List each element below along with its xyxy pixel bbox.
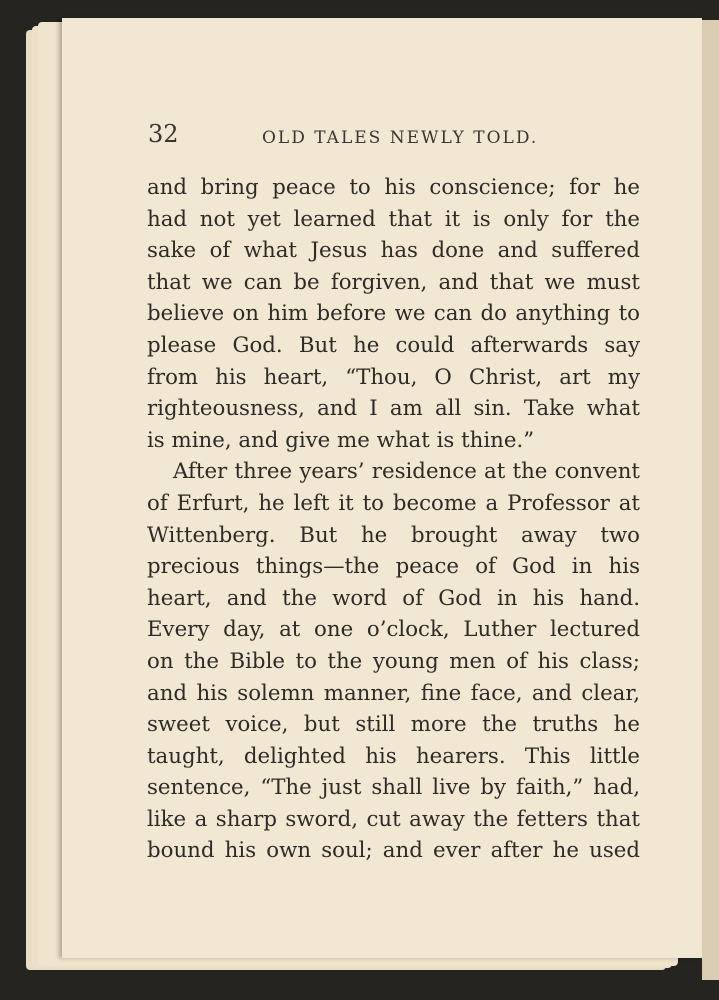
text-line: on the Bible to the young men of his class;: [147, 648, 640, 674]
body-text: [147, 172, 640, 867]
text-line: taught, delighted his hearers. This little: [147, 743, 640, 769]
text-line: that we can be forgiven, and that we must: [147, 269, 640, 295]
facing-page-edge: [702, 20, 719, 980]
text-line: Every day, at one o’clock, Luther lectured: [147, 617, 640, 643]
text-line: from his heart, “Thou, O Christ, art my: [147, 364, 640, 390]
text-line: sake of what Jesus has done and suffered: [147, 238, 640, 264]
text-line: sentence, “The just shall live by faith,” had,: [147, 775, 640, 801]
text-line: like a sharp sword, cut away the fetters that: [147, 806, 640, 832]
text-line: please God. But he could afterwards say: [147, 332, 640, 358]
text-line: and bring peace to his conscience; for he: [147, 175, 640, 200]
text-line: precious things—the peace of God in his: [147, 554, 640, 580]
text-line: had not yet learned that it is only for the: [147, 206, 640, 232]
text-line: of Erfurt, he left it to become a Professor at: [147, 490, 640, 516]
text-line: heart, and the word of God in his hand.: [147, 585, 640, 611]
text-line: After three years’ residence at the convent: [173, 459, 640, 485]
text-line: sweet voice, but still more the truths he: [147, 712, 640, 738]
running-title: OLD TALES NEWLY TOLD.: [262, 128, 539, 148]
text-line: righteousness, and I am all sin. Take what: [147, 396, 640, 422]
page-header: [148, 118, 648, 148]
page-number: 32: [148, 120, 179, 148]
text-line: believe on him before we can do anything to: [147, 301, 640, 327]
text-line: is mine, and give me what is thine.”: [147, 427, 535, 453]
text-line: Wittenberg. But he brought away two: [147, 522, 640, 548]
text-line: and his solemn manner, fine face, and clear,: [147, 680, 640, 706]
text-line: bound his own soul; and ever after he used: [147, 838, 640, 864]
